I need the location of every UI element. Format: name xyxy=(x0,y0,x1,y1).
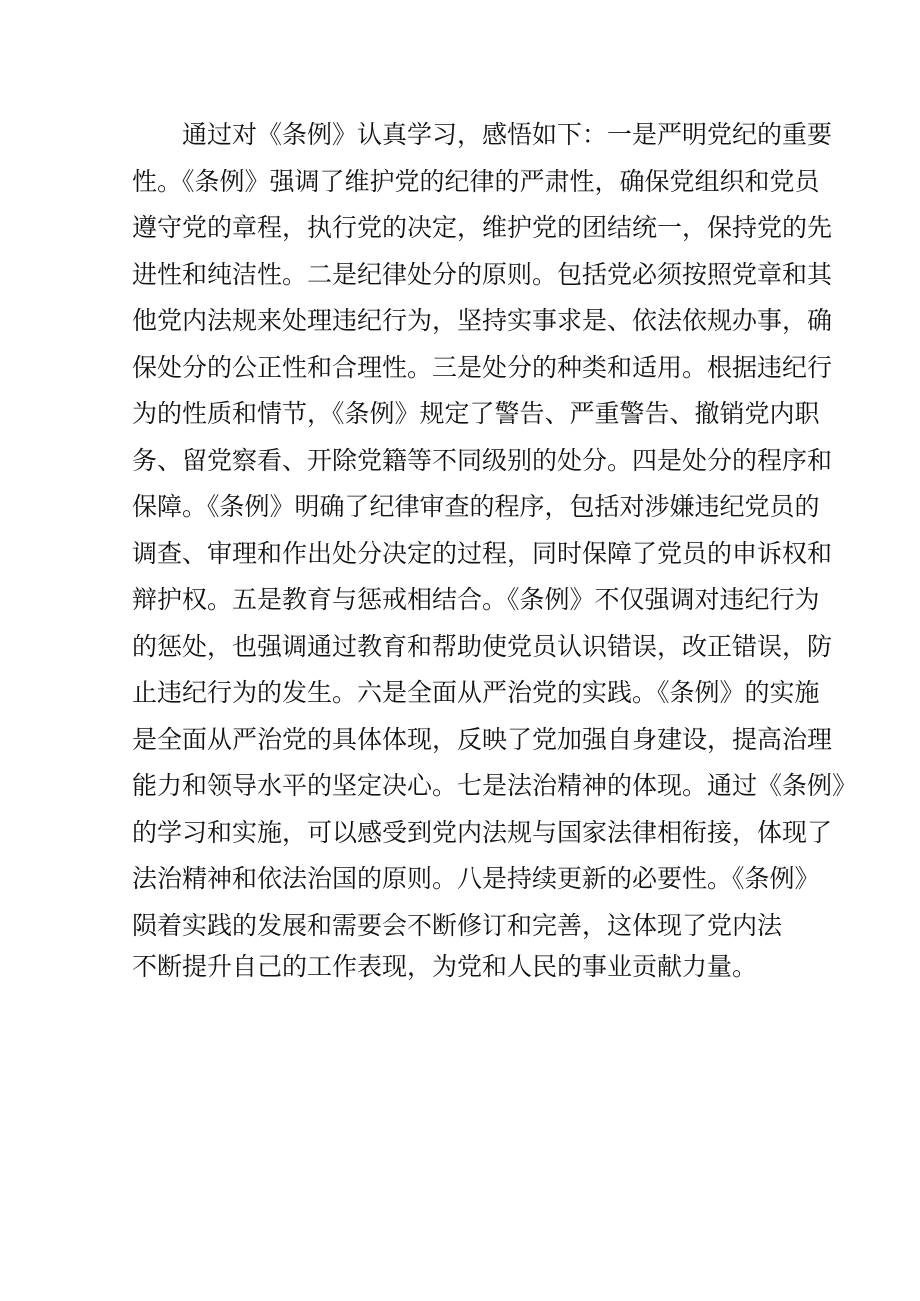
paragraph-line: 的惩处，也强调通过教育和帮助使党员认识错误，改正错误，防 xyxy=(132,631,833,661)
paragraph-line: 性。《条例》强调了维护党的纪律的严肃性，确保党组织和党员 xyxy=(132,166,820,196)
paragraph-line: 他党内法规来处理违纪行为，坚持实事求是、依法依规办事，确 xyxy=(132,306,833,335)
paragraph-line: 的学习和实施，可以感受到党内法规与国家法律相衔接，体现了 xyxy=(132,817,833,847)
paragraph-line: 能力和领导水平的坚定决心。七是法治精神的体现。通过《条例》 xyxy=(132,771,858,800)
paragraph-line: 保障。《条例》明确了纪律审查的程序，包括对涉嫌违纪党员的 xyxy=(132,492,820,521)
paragraph-line: 保处分的公正性和合理性。三是处分的种类和适用。根据违纪行 xyxy=(132,352,833,382)
paragraph-line: 通过对《条例》认真学习，感悟如下：一是严明党纪的重要 xyxy=(182,120,833,149)
paragraph-line: 陨着实践的发展和需要会不断修订和完善，这体现了党内法 xyxy=(132,910,783,940)
paragraph-line: 不断提升自己的工作表现，为党和人民的事业贡献力量。 xyxy=(132,952,758,981)
paragraph-line: 调查、审理和作出处分决定的过程，同时保障了党员的申诉权和 xyxy=(132,538,833,568)
paragraph-line: 辩护权。五是教育与惩戒相结合。《条例》不仅强调对违纪行为 xyxy=(132,585,820,614)
paragraph-line: 务、留党察看、开除党籍等不同级别的处分。四是处分的程序和 xyxy=(132,445,833,475)
body-paragraph xyxy=(132,112,858,985)
paragraph-line: 遵守党的章程，执行党的决定，维护党的团结统一，保持党的先 xyxy=(132,213,833,242)
paragraph-line: 法治精神和依法治国的原则。八是持续更新的必要性。《条例》 xyxy=(132,864,820,893)
paragraph-line: 为的性质和情节，《条例》规定了警告、严重警告、撤销党内职 xyxy=(132,399,820,428)
paragraph-line: 进性和纯洁性。二是纪律处分的原则。包括党必须按照党章和其 xyxy=(132,259,833,289)
paragraph-line: 是全面从严治党的具体体现，反映了党加强自身建设，提高治理 xyxy=(132,724,833,754)
paragraph-line: 止违纪行为的发生。六是全面从严治党的实践。《条例》的实施 xyxy=(132,678,820,707)
